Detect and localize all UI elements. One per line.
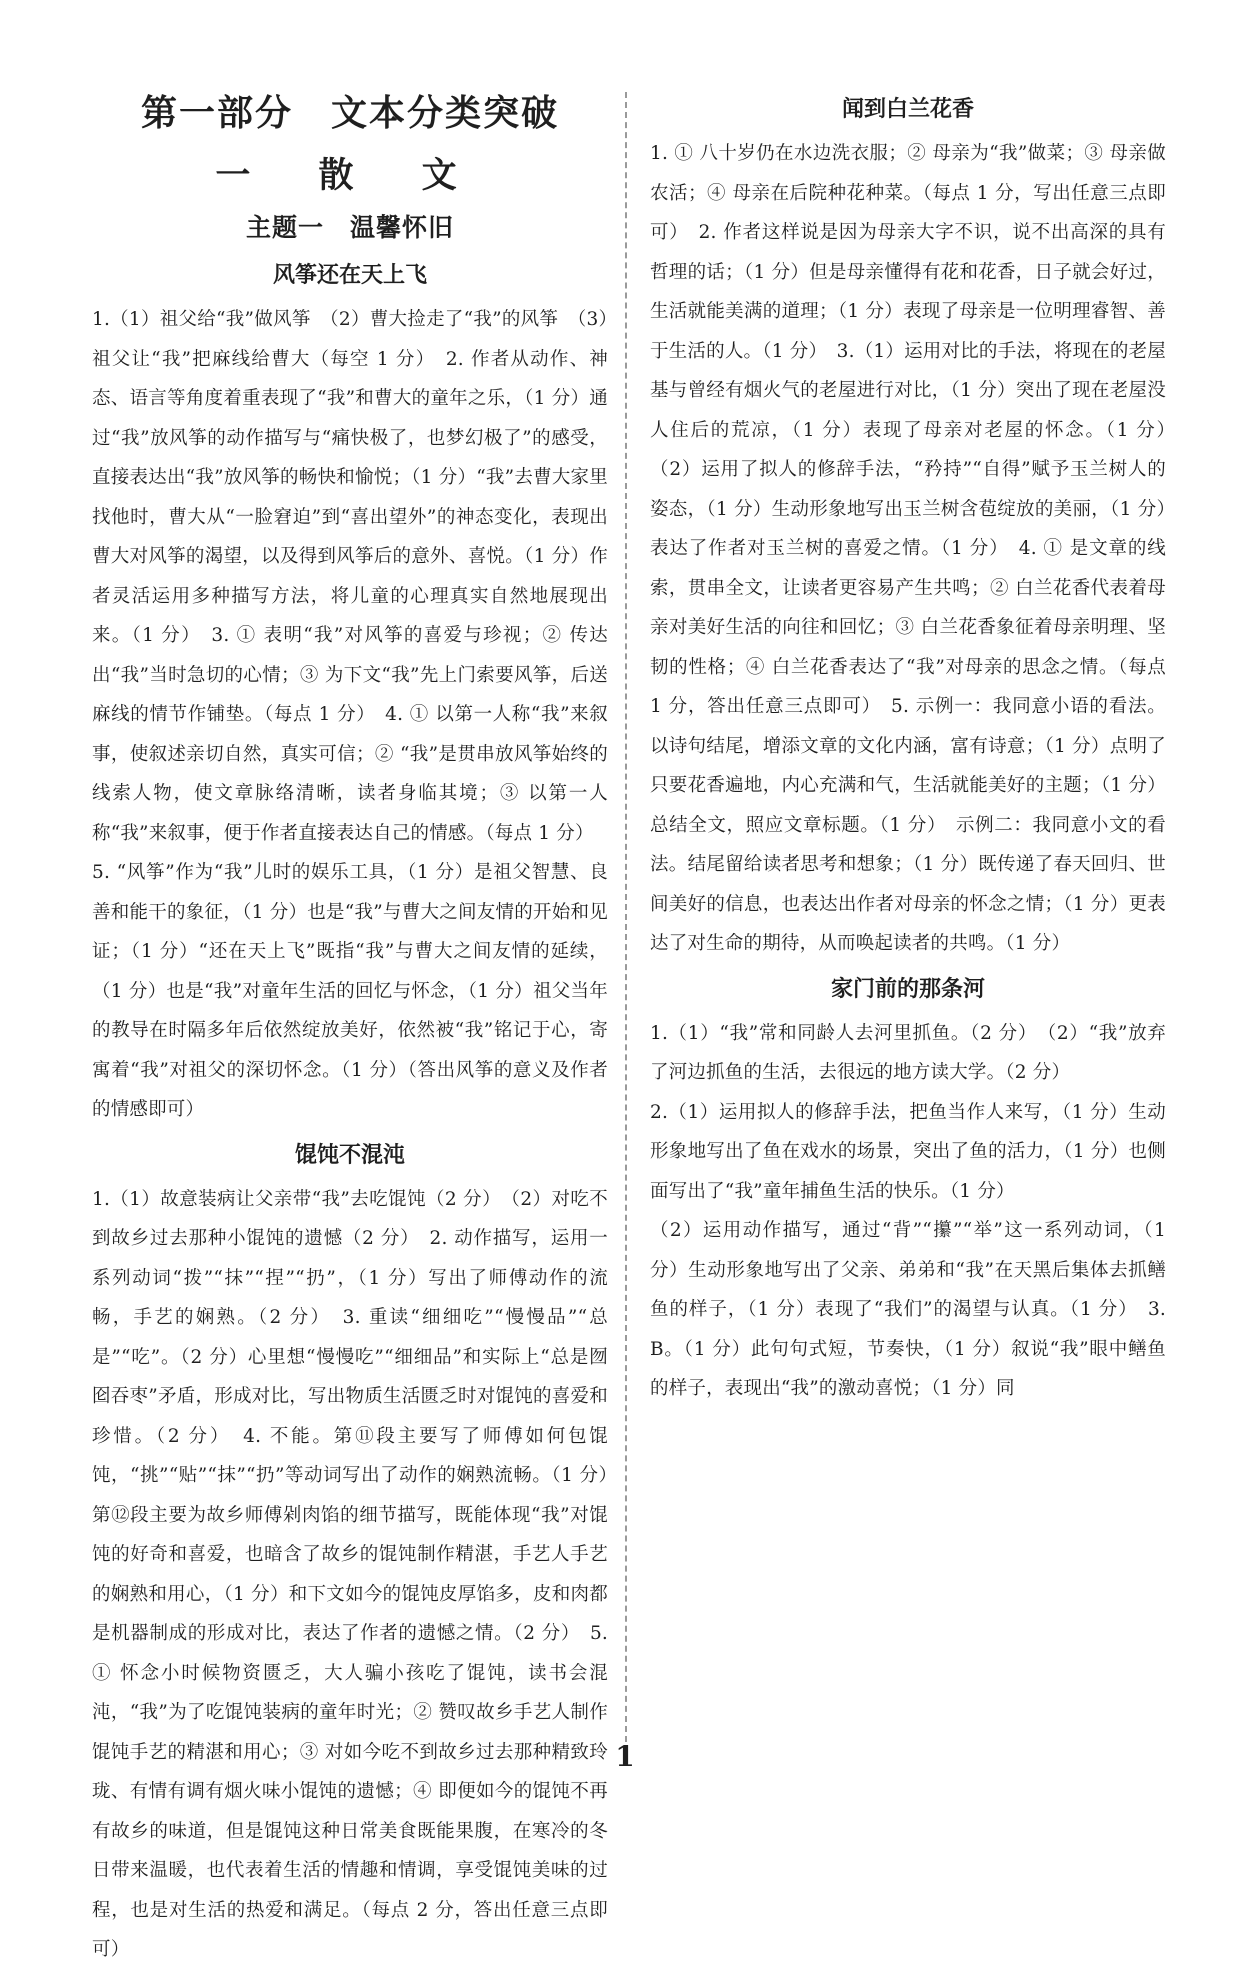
part-title: 第一部分 文本分类突破 <box>140 92 559 134</box>
left-column <box>92 88 608 1960</box>
page-number: 1 <box>615 1740 635 1773</box>
right-column <box>650 84 1185 1409</box>
answer-paragraph: 1.（1）故意装病让父亲带“我”去吃馄饨（2 分） （2）对吃不到故乡过去那种小馄饨的遗憾（2 分） 2. 动作描写，运用一系列动词“拨”“抹”“捏”“扔”，（1 分）写出了师傅动作的流畅，手艺的娴熟。（2 分） 3. 重读“细细吃”“慢慢品”“总是”“吃”。（2 分）心里想“慢慢吃”“细细品”和实际上“总是囫囵吞枣”矛盾，形成对比，写出物质生活匮乏时对馄饨的喜爱和珍惜。（2 分） 4. 不能。第⑪段主要写了师傅如何包馄饨，“挑”“贴”“抹”“扔”等动词写出了动作的娴熟流畅。（1 分）第⑫段主要为故乡师傅剁肉馅的细节描写，既能体现“我”对馄饨的好奇和喜爱，也暗含了故乡的馄饨制作精湛，手艺人手艺的娴熟和用心，（1 分）和下文如今的馄饨皮厚馅多，皮和肉都是机器制成的形成对比，表达了作者的遗憾之情。（2 分） 5. ① 怀念小时候物资匮乏，大人骗小孩吃了馄饨，读书会混沌，“我”为了吃馄饨装病的童年时光；② 赞叹故乡手艺人制作馄饨手艺的精湛和用心；③ 对如今吃不到故乡过去那种精致玲珑、有情有调有烟火味小馄饨的遗憾；④ 即便如今的馄饨不再有故乡的味道，但是馄饨这种日常美食既能果腹，在寒冷的冬日带来温暖，也代表着生活的情趣和情调，享受馄饨美味的过程，也是对生活的热爱和满足。（每点 2 分，答出任意三点即可） <box>92 1188 608 1960</box>
genre-title: 一 散 文 <box>215 155 485 196</box>
answer-paragraph: 2.（1）运用拟人的修辞手法，把鱼当作人来写，（1 分）生动形象地写出了鱼在戏水的场景，突出了鱼的活力，（1 分）也侧面写出了“我”童年捕鱼生活的快乐。（1 分） <box>650 1101 1166 1202</box>
article-title: 风筝还在天上飞 <box>272 263 427 288</box>
answer-paragraph: （2）运用动作描写，通过“背”“攥”“举”这一系列动词，（1 分）生动形象地写出了父亲、弟弟和“我”在天黑后集体去抓鳝鱼的样子，（1 分）表现了“我们”的渴望与认真。（1 分） 3. B。（1 分）此句句式短，节奏快，（1 分）叙说“我”眼中鳝鱼的样子，表现出“我”的激动喜悦；（1 分）同 <box>650 1220 1166 1399</box>
article-title: 馄饨不混沌 <box>294 1142 405 1168</box>
column-divider <box>625 92 627 1742</box>
answer-paragraph: 5. “风筝”作为“我”儿时的娱乐工具，（1 分）是祖父智慧、良善和能干的象征，（1 分）也是“我”与曹大之间友情的开始和见证；（1 分）“还在天上飞”既指“我”与曹大之间友情的延续，（1 分）也是“我”对童年生活的回忆与怀念，（1 分）祖父当年的教导在时隔多年后依然绽放美好，依然被“我”铭记于心，寄寓着“我”对祖父的深切怀念。（1 分）（答出风筝的意义及作者的情感即可） <box>92 862 608 1120</box>
article-title: 家门前的那条河 <box>830 976 985 1002</box>
theme-title: 主题一 温馨怀旧 <box>245 213 454 242</box>
answer-paragraph: 1. ① 八十岁仍在水边洗衣服；② 母亲为“我”做菜；③ 母亲做农活；④ 母亲在后院种花种菜。（每点 1 分，写出任意三点即可） 2. 作者这样说是因为母亲大字不识，说不出高深的具有哲理的话；（1 分）但是母亲懂得有花和花香，日子就会好过，生活就能美满的道理；（1 分）表现了母亲是一位明理睿智、善于生活的人。（1 分） 3.（1）运用对比的手法，将现在的老屋基与曾经有烟火气的老屋进行对比，（1 分）突出了现在老屋没人住后的荒凉，（1 分）表现了母亲对老屋的怀念。（1 分） （2）运用了拟人的修辞手法，“矜持”“自得”赋予玉兰树人的姿态，（1 分）生动形象地写出玉兰树含苞绽放的美丽，（1 分）表达了作者对玉兰树的喜爱之情。（1 分） 4. ① 是文章的线索，贯串全文，让读者更容易产生共鸣；② 白兰花香代表着母亲对美好生活的向往和回忆；③ 白兰花香象征着母亲明理、坚韧的性格；④ 白兰花香表达了“我”对母亲的思念之情。（每点 1 分，答出任意三点即可） 5. 示例一：我同意小语的看法。以诗句结尾，增添文章的文化内涵，富有诗意；（1 分）点明了只要花香遍地，内心充满和气，生活就能美好的主题；（1 分）总结全文，照应文章标题。（1 分） 示例二：我同意小文的看法。结尾留给读者思考和想象；（1 分）既传递了春天回归、世间美好的信息，也表达出作者对母亲的怀念之情；（1 分）更表达了对生命的期待，从而唤起读者的共鸣。（1 分） <box>650 143 1185 954</box>
answer-paragraph: 1.（1）祖父给“我”做风筝 （2）曹大捡走了“我”的风筝 （3）祖父让“我”把麻线给曹大（每空 1 分） 2. 作者从动作、神态、语言等角度着重表现了“我”和曹大的童年之乐，（1 分）通过“我”放风筝的动作描写与“痛快极了，也梦幻极了”的感受，直接表达出“我”放风筝的畅快和愉悦；（1 分）“我”去曹大家里找他时，曹大从“一脸窘迫”到“喜出望外”的神态变化，表现出曹大对风筝的渴望，以及得到风筝后的意外、喜悦。（1 分）作者灵活运用多种描写方法，将儿童的心理真实自然地展现出来。（1 分） 3. ① 表明“我”对风筝的喜爱与珍视；② 传达出“我”当时急切的心情；③ 为下文“我”先上门索要风筝，后送麻线的情节作铺垫。（每点 1 分） 4. ① 以第一人称“我”来叙事，使叙述亲切自然，真实可信；② “我”是贯串放风筝始终的线索人物，使文章脉络清晰，读者身临其境；③ 以第一人称“我”来叙事，便于作者直接表达自己的情感。（每点 1 分） <box>92 309 608 844</box>
answer-paragraph: 1.（1）“我”常和同龄人去河里抓鱼。（2 分） （2）“我”放弃了河边抓鱼的生活，去很远的地方读大学。（2 分） <box>650 1022 1166 1083</box>
article-title: 闻到白兰花香 <box>841 97 974 122</box>
